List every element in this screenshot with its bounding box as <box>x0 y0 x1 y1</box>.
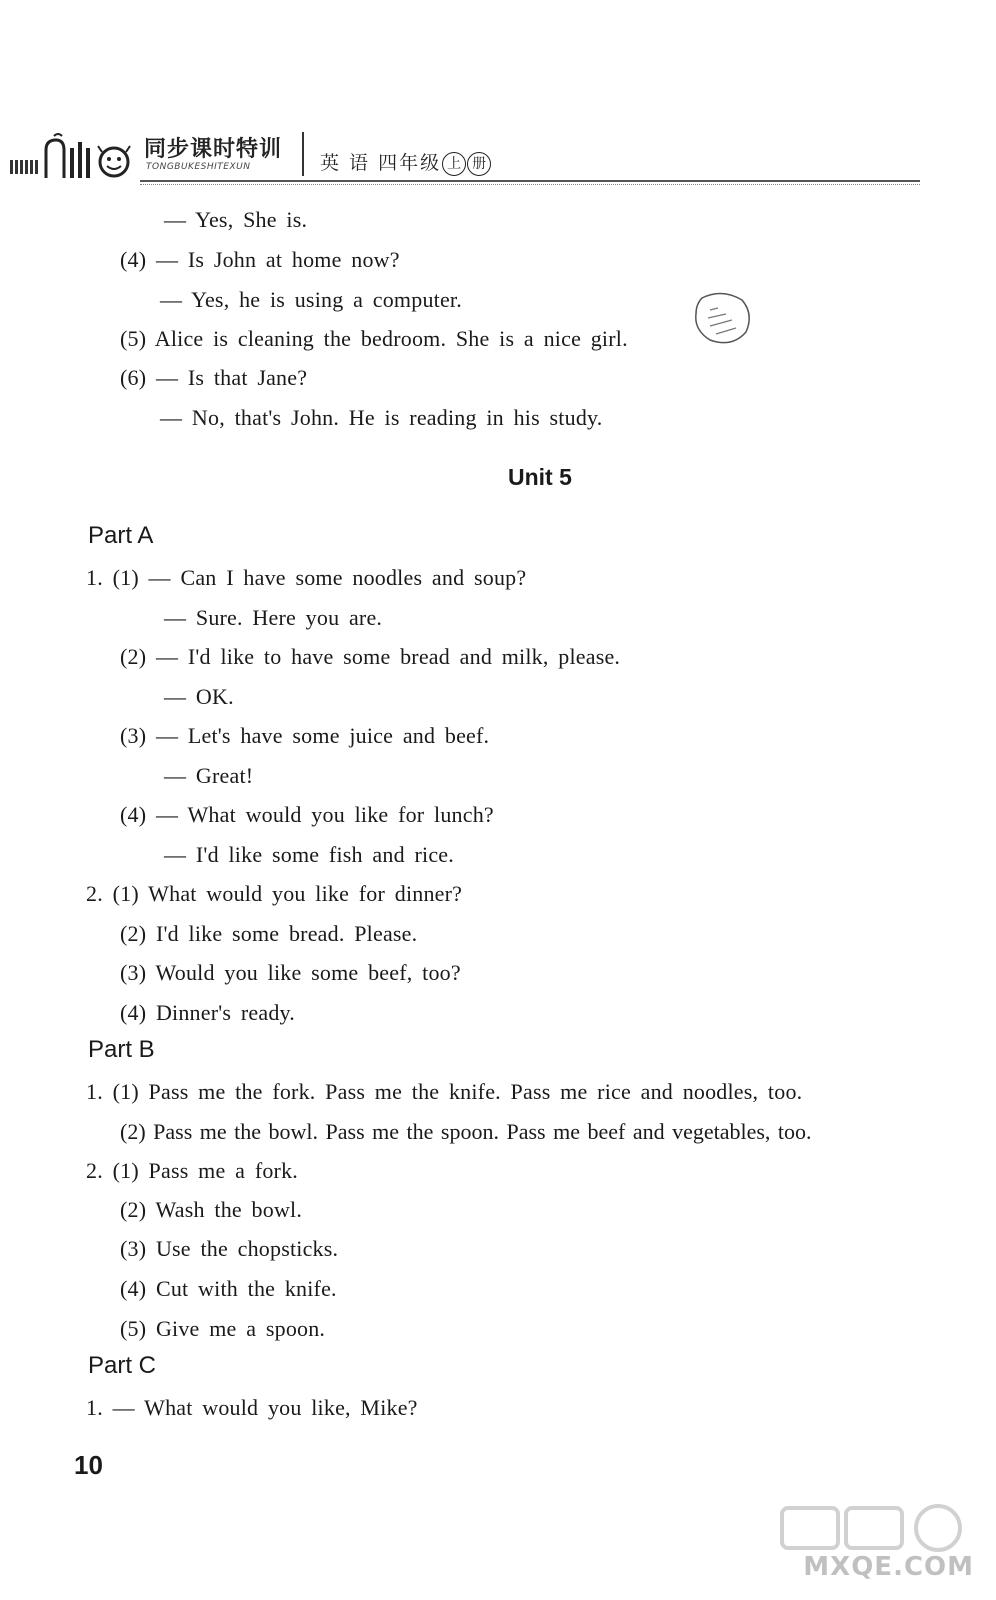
answer-line: (2) Pass me the bowl. Pass me the spoon. Pass me beef and vegetables, too. <box>120 1119 812 1144</box>
answer-line: — I'd like some fish and rice. <box>164 842 454 867</box>
answer-line: — No, that's John. He is reading in his study. <box>160 405 603 430</box>
answer-line: — Yes, She is. <box>164 207 308 232</box>
answer-line: — Yes, he is using a computer. <box>160 287 462 312</box>
watermark-text: MXQE.COM <box>803 1552 974 1582</box>
decorative-bars-icon <box>10 158 40 174</box>
volume-suffix-circled: 册 <box>467 152 491 176</box>
subject-grade <box>320 148 491 176</box>
answer-line: 2. (1) Pass me a fork. <box>86 1158 298 1183</box>
answer-line: (3) Would you like some beef, too? <box>120 960 461 985</box>
header-rule-dotted <box>140 184 920 185</box>
answer-line: (5) Give me a spoon. <box>120 1316 326 1341</box>
answer-line: — Sure. Here you are. <box>164 605 383 630</box>
answer-line: (2) I'd like some bread. Please. <box>120 921 418 946</box>
answer-line: 1. (1) Pass me the fork. Pass me the knife. Pass me rice and noodles, too. <box>86 1079 803 1104</box>
answer-line: (4) Cut with the knife. <box>120 1276 337 1301</box>
header-divider <box>302 132 304 176</box>
header-rule <box>140 180 920 182</box>
page-header <box>0 128 996 186</box>
answer-line: (4) — What would you like for lunch? <box>120 802 494 827</box>
part-a-heading: Part A <box>88 522 154 549</box>
part-c-heading: Part C <box>88 1352 157 1379</box>
answer-line: (6) — Is that Jane? <box>120 365 308 390</box>
answer-line: 2. (1) What would you like for dinner? <box>86 881 463 906</box>
stamp-icon <box>692 290 754 348</box>
unit-title: Unit 5 <box>508 464 572 490</box>
series-title: 同步课时特训 <box>144 137 283 162</box>
answer-line: — Great! <box>164 763 254 788</box>
answer-line: (3) Use the chopsticks. <box>120 1236 339 1261</box>
answer-line: — OK. <box>164 684 234 709</box>
series-logo-icon <box>38 132 138 180</box>
subject-label: 英 语 四年级 <box>320 152 442 174</box>
volume-circled: 上 <box>442 152 466 176</box>
answer-line: (2) — I'd like to have some bread and milk, please. <box>120 644 621 669</box>
answer-line: 1. (1) — Can I have some noodles and soup? <box>86 565 527 590</box>
answer-line: (4) Dinner's ready. <box>120 1000 295 1025</box>
series-pinyin: TONGBUKESHITEXUN <box>146 162 251 172</box>
answer-line: (5) Alice is cleaning the bedroom. She is a nice girl. <box>120 326 628 351</box>
answer-line: (2) Wash the bowl. <box>120 1197 303 1222</box>
answer-line: (3) — Let's have some juice and beef. <box>120 723 490 748</box>
answer-line: 1. — What would you like, Mike? <box>86 1395 418 1420</box>
part-b-heading: Part B <box>88 1036 155 1063</box>
page-number: 10 <box>74 1450 103 1480</box>
answer-line: (4) — Is John at home now? <box>120 247 400 272</box>
